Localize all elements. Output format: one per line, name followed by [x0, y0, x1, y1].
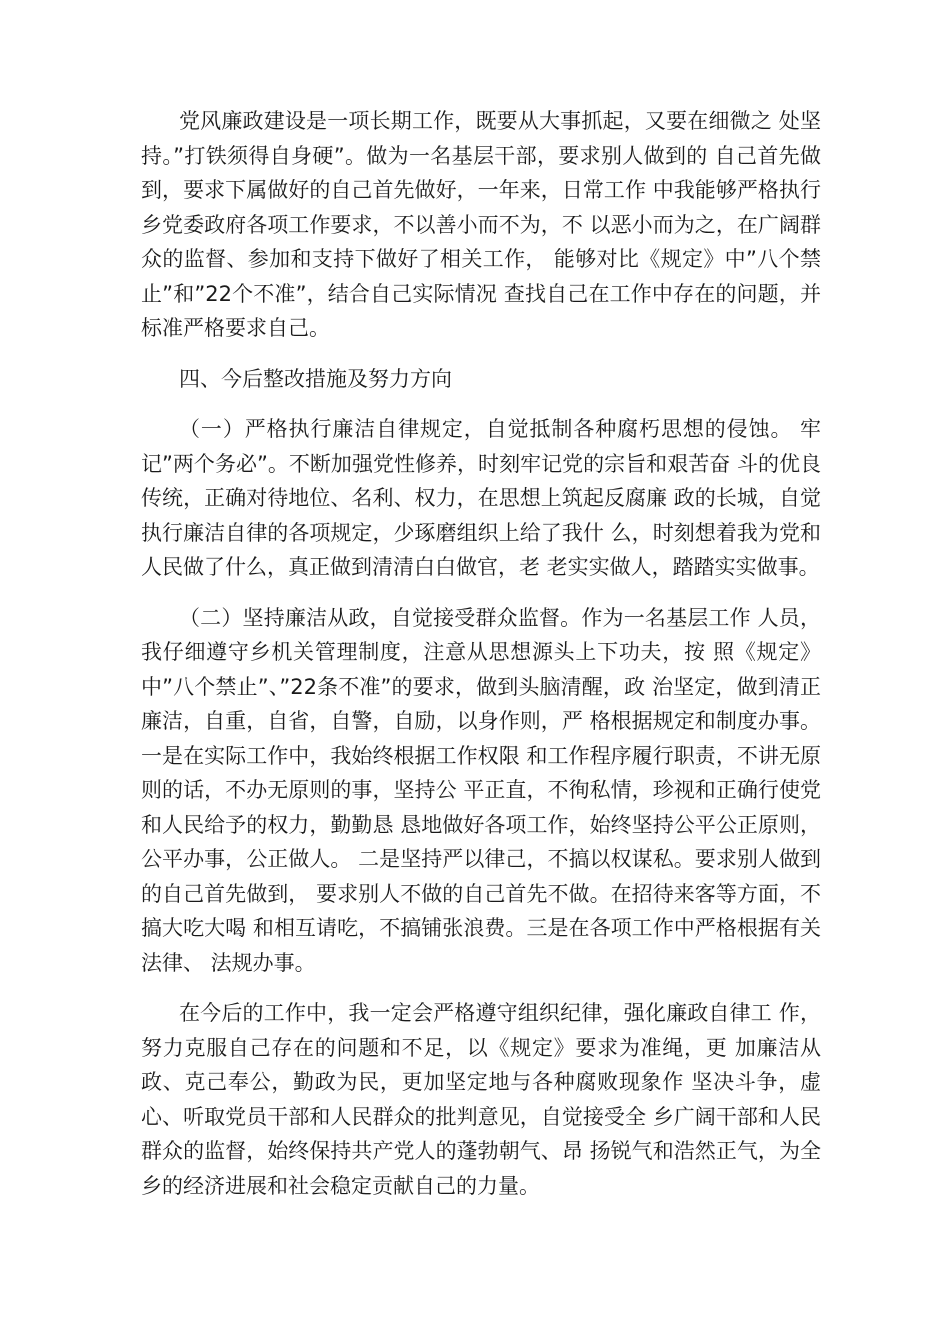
document-body [141, 104, 821, 1203]
paragraph-measure-two: （二）坚持廉洁从政，自觉接受群众监督。作为一名基层工作 人员，我仔细遵守乡机关管理制度，注意从思想源头上下功夫，按 照《规定》中”八个禁止”、”22条不准”的要求，做到头脑清醒，政 治坚定，做到清正廉洁，自重，自省，自警，自励，以身作则，严 格根据规定和制度办事。一是在实际工作中，我始终根据工作权限 和工作程序履行职责，不讲无原则的话，不办无原则的事，坚持公 平正直，不徇私情，珍视和正确行使党和人民给予的权力，勤勤恳 恳地做好各项工作，始终坚持公平公正原则，公平办事，公正做人。 二是坚持严以律己，不搞以权谋私。要求别人做到的自己首先做到， 要求别人不做的自己首先不做。在招待来客等方面，不搞大吃大喝 和相互请吃，不搞铺张浪费。三是在各项工作中严格根据有关法律、 法规办事。 [141, 605, 821, 975]
section-heading: 四、今后整改措施及努力方向 [179, 366, 452, 391]
paragraph-intro: 党风廉政建设是一项长期工作，既要从大事抓起，又要在细微之 处坚持。”打铁须得自身硬”。做为一名基层干部，要求别人做到的 自己首先做到，要求下属做好的自己首先做好，一年来，日常工作 中我能够严格执行乡党委政府各项工作要求，不以善小而不为，不 以恶小而为之，在广阔群众的监督、参加和支持下做好了相关工作， 能够对比《规定》中”八个禁止”和”22个不准”，结合自己实际情况 查找自己在工作中存在的问题，并标准严格要求自己。 [141, 109, 821, 340]
paragraph-measure-one: （一）严格执行廉洁自律规定，自觉抵制各种腐朽思想的侵蚀。 牢记”两个务必”。不断加强党性修养，时刻牢记党的宗旨和艰苦奋 斗的优良传统，正确对待地位、名利、权力，在思想上筑起反腐廉 政的长城，自觉执行廉洁自律的各项规定，少琢磨组织上给了我什 么，时刻想着我为党和人民做了什么，真正做到清清白白做官，老 老实实做人，踏踏实实做事。 [141, 417, 821, 579]
paragraph-conclusion: 在今后的工作中，我一定会严格遵守组织纪律，强化廉政自律工 作，努力克服自己存在的问题和不足，以《规定》要求为准绳，更 加廉洁从政、克己奉公，勤政为民，更加坚定地与各种腐败现象作 坚决斗争，虚心、听取党员干部和人民群众的批判意见，自觉接受全 乡广阔干部和人民群众的监督，始终保持共产党人的蓬勃朝气、昂 扬锐气和浩然正气，为全乡的经济进展和社会稳定贡献自己的力量。 [141, 1001, 821, 1198]
